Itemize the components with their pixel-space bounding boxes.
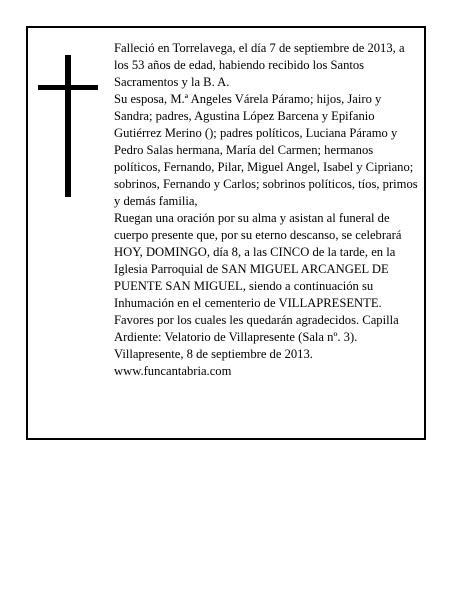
death-announcement-paragraph: Falleció en Torrelavega, el día 7 de septiembre de 2013, a los 53 años de edad, habiendo recibido los Santos Sacramentos y la B. A.: [114, 41, 405, 89]
website-line: www.funcantabria.com: [114, 364, 232, 378]
place-date-line: Villapresente, 8 de septiembre de 2013.: [114, 347, 313, 361]
cross-horizontal-bar: [38, 85, 98, 90]
funeral-details-paragraph: Ruegan una oración por su alma y asistan al funeral de cuerpo presente que, por su eterno descanso, se celebrará HOY, DOMINGO, día 8, a las CINCO de la tarde, en la Iglesia Parroquial de SAN MIGUEL ARCANGEL DE PUENTE SAN MIGUEL, siendo a continuación su Inhumación en el cementerio de VILLAPRESENTE. Favores por los cuales les quedarán agradecidos. Capilla Ardiente: Velatorio de Villapresente (Sala nº. 3).: [114, 211, 402, 344]
obituary-text: [114, 40, 422, 380]
cross-icon: [38, 55, 98, 197]
cross-vertical-bar: [65, 55, 71, 197]
family-list-paragraph: Su esposa, M.ª Angeles Várela Páramo; hijos, Jairo y Sandra; padres, Agustina López Barcena y Epifanio Gutiérrez Merino (); padres políticos, Luciana Páramo y Pedro Salas hermana, María del Carmen; hermanos políticos, Fernando, Pilar, Miguel Angel, Isabel y Cipriano; sobrinos, Fernando y Carlos; sobrinos políticos, tíos, primos y demás familia,: [114, 92, 418, 208]
